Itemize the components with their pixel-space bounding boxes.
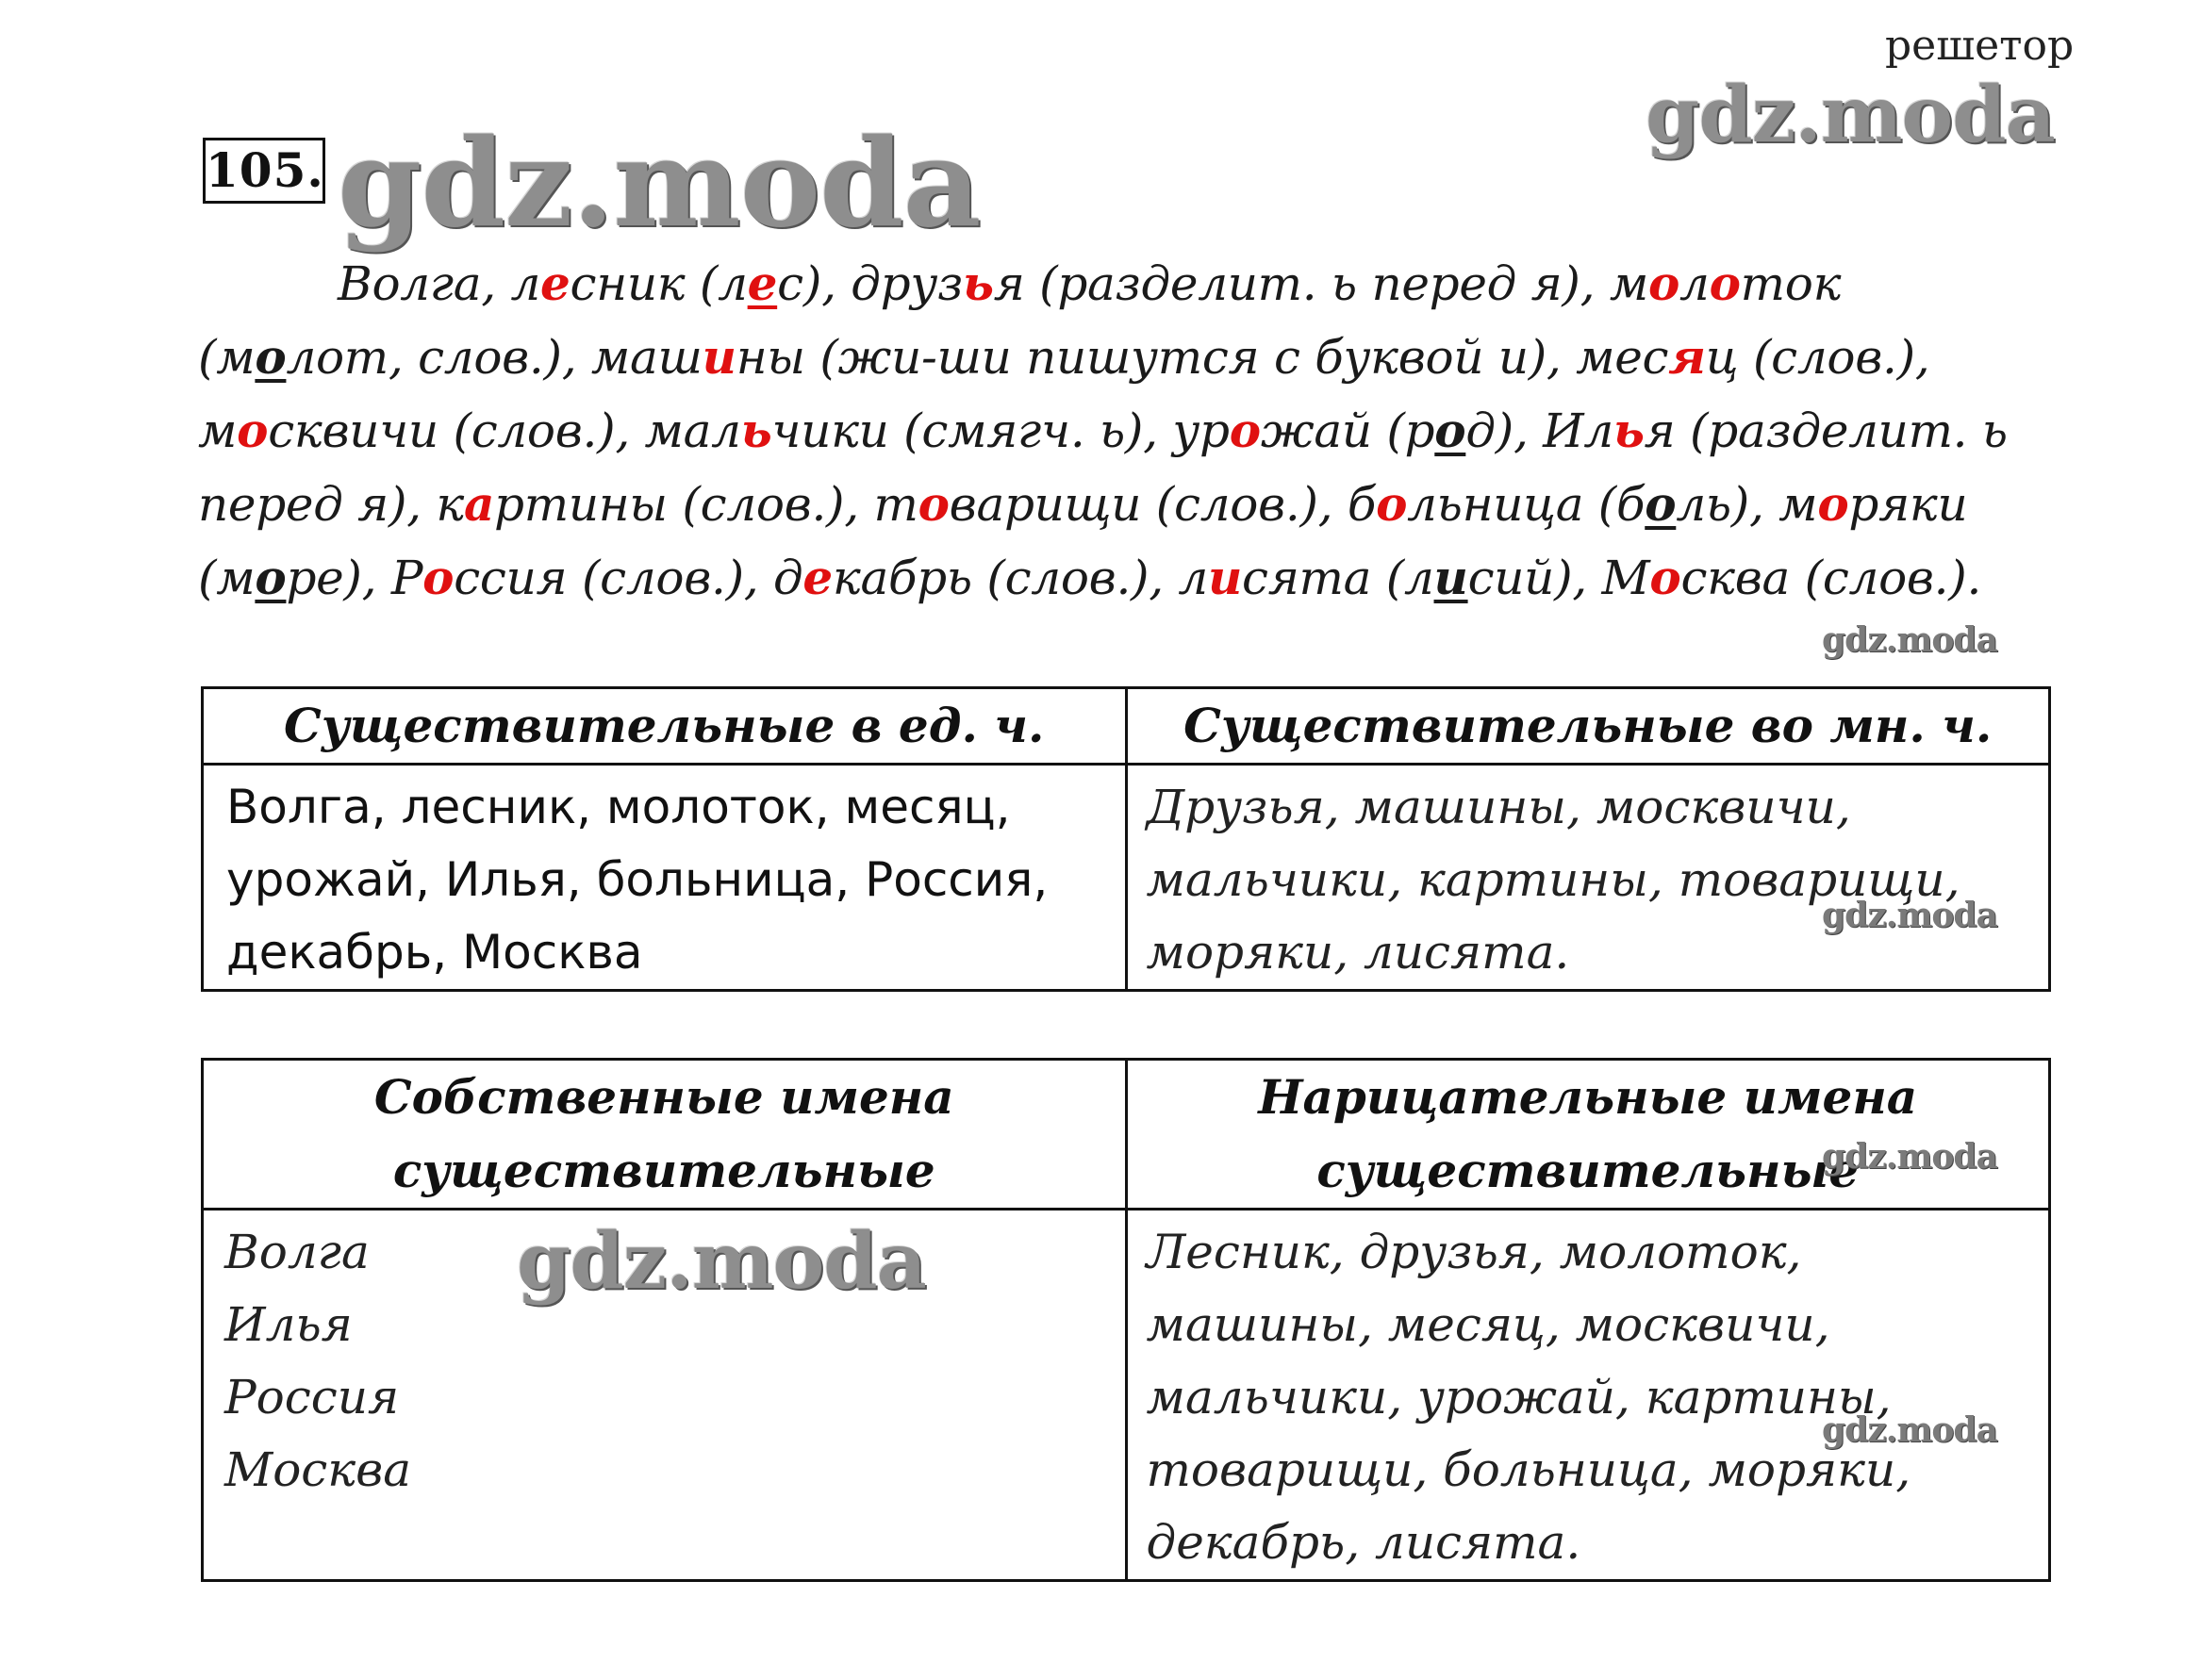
list-item: Волга: [224, 1225, 370, 1279]
underlined-letter: и: [1433, 550, 1468, 605]
highlighted-letter: о: [237, 403, 269, 458]
watermark-logo-small: gdz.moda: [1822, 620, 1997, 660]
watermark-logo-top-right: gdz.moda: [1646, 70, 2055, 160]
corner-text-fragment: решетор: [1885, 22, 2075, 70]
paragraph-text: сий), М: [1467, 551, 1650, 605]
paragraph-text: сква (слов.).: [1680, 551, 1982, 605]
highlighted-underlined-letter: е: [747, 255, 778, 311]
highlighted-letter: о: [1817, 476, 1849, 532]
list-item: Илья: [224, 1297, 353, 1352]
highlighted-letter: я: [1668, 329, 1706, 385]
highlighted-letter: о: [1647, 255, 1680, 311]
paragraph-text: ток (м: [198, 256, 1842, 385]
paragraph-text: варищи (слов.), б: [949, 477, 1377, 532]
proper-common-table: [201, 1058, 2051, 1582]
paragraph-text: сник (л: [570, 256, 748, 311]
paragraph-text: л: [1679, 256, 1710, 311]
cell-singular: [203, 765, 1127, 991]
highlighted-letter: о: [1376, 476, 1408, 532]
paragraph-text: ль), м: [1676, 477, 1818, 532]
highlighted-letter: ь: [963, 255, 994, 311]
highlighted-letter: и: [702, 329, 736, 385]
plural-nouns-text: Друзья, машины, москвичи, мальчики, картины, товарищи, моряки, лисята.: [1146, 780, 1960, 980]
paragraph-text: ре), Р: [286, 551, 423, 605]
cell-plural: [1126, 765, 2050, 991]
paragraph-text: ртины (слов.), т: [494, 477, 918, 532]
paragraph-text: я (разделит. ь перед я), м: [993, 256, 1648, 311]
watermark-logo-small: gdz.moda: [1822, 1410, 1997, 1450]
paragraph-text: кабрь (слов.), л: [832, 551, 1208, 605]
header-plural: Существительные во мн. ч.: [1126, 688, 2050, 765]
highlighted-letter: а: [463, 476, 495, 532]
exercise-number-box: 105.: [203, 138, 325, 204]
underlined-letter: о: [1645, 476, 1677, 532]
highlighted-letter: о: [918, 476, 950, 532]
paragraph-text: ны (жи-ши пишутся с буквой и), мес: [736, 330, 1669, 385]
number-table: [201, 686, 2051, 992]
header-common: Нарицательные имена существительные: [1126, 1060, 2050, 1210]
highlighted-letter: ь: [740, 403, 772, 458]
list-item: Москва: [224, 1442, 412, 1497]
paragraph-text: лот, слов.), маш: [286, 330, 703, 385]
highlighted-letter: е: [802, 550, 833, 605]
highlighted-letter: о: [1229, 403, 1261, 458]
paragraph-text: Волга, л: [338, 256, 540, 311]
paragraph-text: сята (л: [1242, 551, 1434, 605]
watermark-logo-main: gdz.moda: [338, 113, 981, 255]
paragraph-text: ц (слов.), м: [198, 330, 1930, 458]
highlighted-letter: о: [1649, 550, 1681, 605]
common-nouns-text: Лесник, друзья, молоток, машины, месяц, москвичи, мальчики, урожай, картины, товарищи, больница, моряки, декабрь, лисята.: [1146, 1225, 1911, 1570]
highlighted-letter: ь: [1613, 403, 1645, 458]
paragraph-text: чики (смягч. ь), ур: [771, 404, 1230, 458]
underlined-letter: о: [1434, 403, 1466, 458]
watermark-logo-table: gdz.moda: [517, 1216, 926, 1307]
list-item: Россия: [224, 1370, 400, 1425]
paragraph-text: я (разделит. ь перед я), к: [198, 404, 2008, 532]
paragraph-text: ссия (слов.), д: [454, 551, 803, 605]
paragraph-text: д), Ил: [1465, 404, 1613, 458]
paragraph-text: сквичи (слов.), мал: [268, 404, 741, 458]
paragraph-text: льница (б: [1407, 477, 1646, 532]
paragraph-text: жай (р: [1260, 404, 1435, 458]
header-proper: Собственные имена существительные: [203, 1060, 1127, 1210]
underlined-letter: о: [255, 329, 287, 385]
answer-paragraph: [198, 247, 2046, 615]
paragraph-text: с), друз: [777, 256, 964, 311]
highlighted-letter: и: [1207, 550, 1243, 605]
cell-common: [1126, 1210, 2050, 1581]
watermark-logo-small: gdz.moda: [1822, 1137, 1997, 1177]
singular-nouns-text: Волга, лесник, молоток, месяц, урожай, Илья, больница, Россия, декабрь, Москва: [226, 780, 1049, 980]
highlighted-letter: о: [422, 550, 455, 605]
highlighted-letter: о: [1709, 255, 1741, 311]
paragraph-text: ряки (м: [198, 477, 1968, 605]
watermark-logo-small: gdz.moda: [1822, 896, 1997, 935]
underlined-letter: о: [255, 550, 287, 605]
header-singular: Существительные в ед. ч.: [203, 688, 1127, 765]
highlighted-letter: е: [539, 255, 571, 311]
